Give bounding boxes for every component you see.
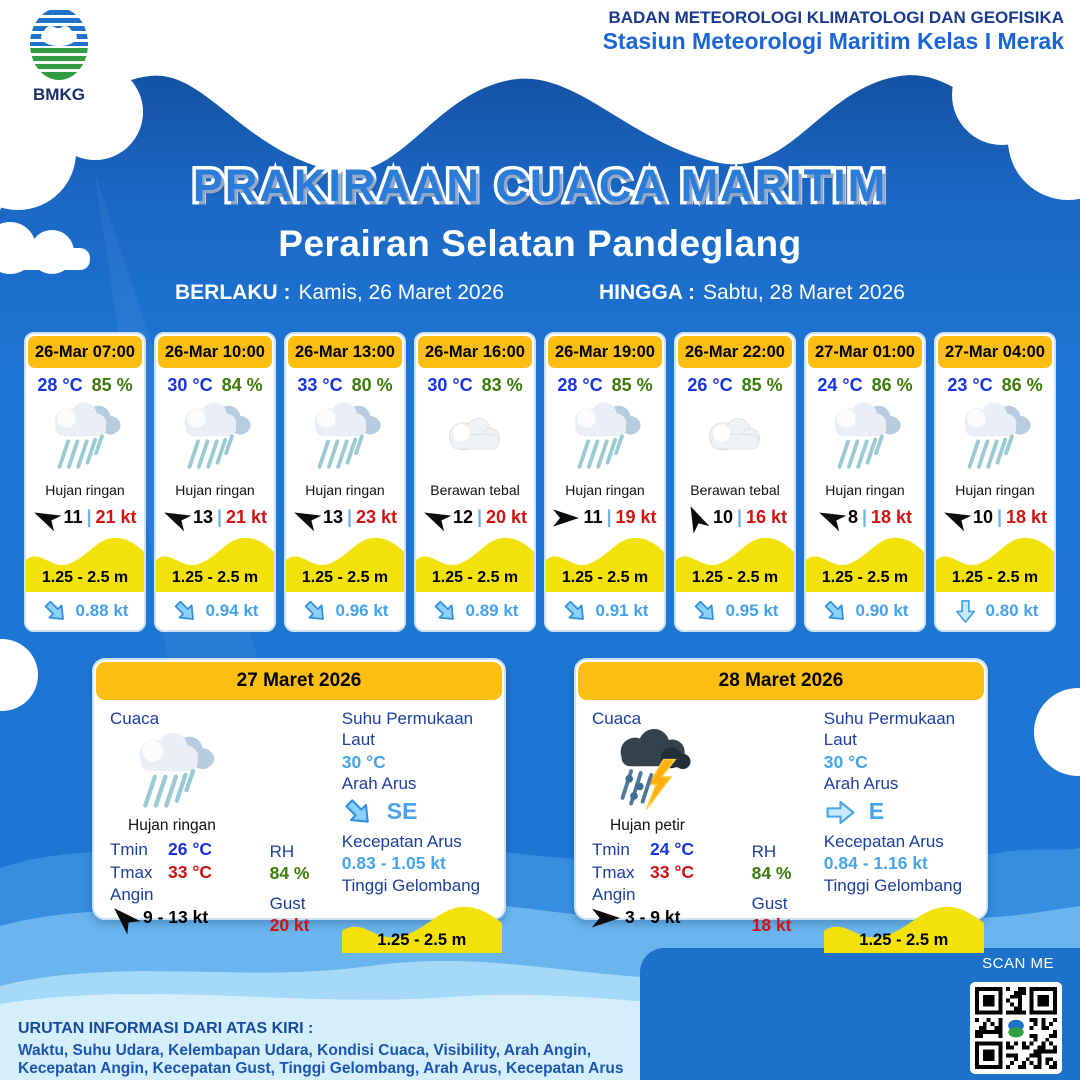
forecast-time: 26-Mar 19:00 [548, 336, 662, 368]
temp-humidity-row [676, 375, 794, 396]
sst-value: 30 °C [341, 751, 386, 772]
tmin-value: 26 °C [168, 839, 212, 860]
weather-description: Hujan ringan [45, 482, 125, 498]
bmkg-logo-text: BMKG [33, 85, 85, 104]
forecast-time: 27-Mar 04:00 [938, 336, 1052, 368]
current-row [156, 592, 274, 630]
daily-card-body [576, 702, 986, 959]
current-speed-value: 0.95 kt [725, 601, 779, 620]
humidity-gust-column [270, 708, 342, 953]
current-speed-value: 0.96 kt [335, 601, 389, 620]
wind-speed-high: 21 kt [226, 507, 268, 527]
current-speed-value: 0.83 - 1.05 kt [341, 852, 446, 873]
temp-humidity-row [806, 375, 924, 396]
current-row [676, 592, 794, 630]
temp-humidity-row [416, 375, 534, 396]
rh-label: RH [269, 842, 295, 861]
weather-description: Berawan tebal [430, 482, 520, 498]
current-row [286, 592, 404, 630]
sst-value: 30 °C [823, 751, 868, 772]
wind-row [806, 507, 924, 528]
relative-humidity: 85 % [611, 375, 653, 395]
wind-speed-low: 13 [322, 507, 343, 527]
wind-row [286, 507, 404, 528]
bmkg-logo [16, 4, 104, 108]
current-speed-value: 0.91 kt [595, 601, 649, 620]
wind-direction-icon [110, 907, 136, 927]
current-row [26, 592, 144, 630]
weather-icon [592, 729, 752, 817]
air-temperature: 24 °C [817, 375, 863, 395]
current-row [546, 592, 664, 630]
wind-row [110, 906, 270, 929]
wind-direction-icon [943, 508, 969, 528]
wind-label: Angin [592, 884, 636, 904]
sea-column [824, 708, 972, 953]
wind-direction-icon [423, 508, 449, 528]
wave-height-band [546, 530, 664, 592]
sst-label: Suhu Permukaan Laut [341, 709, 474, 750]
wind-direction-icon [33, 508, 59, 528]
daily-forecast-row [92, 658, 988, 949]
current-speed-label: Kecepatan Arus [341, 831, 462, 851]
wind-row [936, 507, 1054, 528]
wind-direction-icon [553, 508, 579, 528]
wind-speed-high: 21 kt [95, 507, 137, 527]
wind-speed-high: 18 kt [871, 507, 913, 527]
tmax-label: Tmax [110, 862, 153, 882]
footer-legend [18, 1020, 623, 1078]
current-direction-icon [302, 598, 329, 625]
forecast-time: 26-Mar 07:00 [28, 336, 142, 368]
daily-forecast-card [574, 658, 988, 949]
weather-description: Hujan ringan [565, 482, 645, 498]
temp-humidity-row [26, 375, 144, 396]
forecast-date: 28 Maret 2026 [578, 662, 984, 700]
current-speed-value: 0.84 - 1.16 kt [823, 852, 928, 873]
weather-icon [26, 399, 144, 479]
wave-height-value: 1.25 - 2.5 m [951, 569, 1039, 586]
wind-speed-high: 16 kt [746, 507, 788, 527]
wind-separator: | [86, 507, 92, 527]
weather-icon [546, 399, 664, 479]
wind-separator: | [476, 507, 483, 527]
wind-separator: | [861, 507, 868, 527]
current-direction-icon [692, 598, 719, 625]
hourly-forecast-card [414, 332, 536, 632]
current-direction-row [342, 796, 490, 829]
current-direction-icon [952, 598, 979, 625]
weather-column [592, 708, 752, 953]
wind-speed-low: 13 [192, 507, 213, 527]
wave-height-band [26, 530, 144, 592]
wind-separator: | [346, 507, 353, 527]
wind-speed-low: 11 [63, 507, 83, 527]
relative-humidity: 83 % [481, 375, 523, 395]
sst-label: Suhu Permukaan Laut [823, 709, 956, 750]
current-direction-row [824, 796, 972, 829]
wind-range-value: 9 - 13 kt [143, 907, 209, 927]
page-title: PRAKIRAAN CUACA MARITIM [192, 160, 888, 211]
wave-height-value: 1.25 - 2.5 m [561, 569, 649, 586]
wave-height-band [342, 899, 502, 953]
agency-name: BADAN METEOROLOGI KLIMATOLOGI DAN GEOFISIKA [608, 8, 1064, 27]
wind-speed-high: 19 kt [615, 507, 657, 527]
wind-direction-icon [818, 508, 844, 528]
weather-description: Hujan ringan [128, 817, 216, 835]
relative-humidity: 84 % [221, 375, 263, 395]
current-speed-value: 0.94 kt [205, 601, 259, 620]
current-direction-value: E [868, 798, 885, 825]
wind-speed-high: 18 kt [1006, 507, 1048, 527]
wave-height-band [824, 899, 984, 953]
wind-direction-icon [163, 508, 189, 528]
hourly-forecast-card [804, 332, 926, 632]
relative-humidity: 80 % [351, 375, 393, 395]
hourly-forecast-card [24, 332, 146, 632]
footer-heading: URUTAN INFORMASI DARI ATAS KIRI : [18, 1020, 314, 1037]
wind-row [26, 507, 144, 528]
temp-humidity-row [546, 375, 664, 396]
air-temperature: 28 °C [557, 375, 603, 395]
weather-icon [936, 399, 1054, 479]
tmax-label: Tmax [592, 862, 635, 882]
current-direction-icon [824, 796, 857, 829]
weather-description: Hujan ringan [825, 482, 905, 498]
wind-separator: | [606, 507, 612, 527]
wave-height-band [416, 530, 534, 592]
weather-icon [110, 729, 270, 817]
qr-code-pattern [975, 987, 1057, 1069]
air-temperature: 33 °C [297, 375, 343, 395]
current-speed-value: 0.88 kt [75, 601, 129, 620]
forecast-time: 26-Mar 16:00 [418, 336, 532, 368]
current-speed-value: 0.90 kt [855, 601, 909, 620]
validity-to [599, 281, 905, 305]
current-direction-icon [822, 598, 849, 625]
validity-to-date: Sabtu, 28 Maret 2026 [703, 281, 905, 304]
wave-height-value: 1.25 - 2.5 m [859, 930, 949, 949]
current-speed-value: 0.89 kt [465, 601, 519, 620]
current-speed-value: 0.80 kt [985, 601, 1039, 620]
relative-humidity: 86 % [871, 375, 913, 395]
wind-row [546, 507, 664, 528]
scan-me-label: SCAN ME [982, 955, 1054, 972]
hourly-forecast-card [154, 332, 276, 632]
validity-row [0, 281, 1080, 305]
current-row [416, 592, 534, 630]
weather-column [110, 708, 270, 953]
current-direction-value: SE [386, 798, 418, 825]
hourly-forecast-card [934, 332, 1056, 632]
wind-direction-icon [683, 508, 709, 528]
footer-line-1: Waktu, Suhu Udara, Kelembapan Udara, Kondisi Cuaca, Visibility, Arah Angin, [18, 1041, 592, 1059]
gust-label: Gust [751, 894, 788, 913]
tmin-value: 24 °C [650, 839, 694, 860]
wind-speed-low: 10 [712, 507, 733, 527]
current-speed-label: Kecepatan Arus [823, 831, 944, 851]
current-direction-label: Arah Arus [341, 774, 417, 794]
air-temperature: 23 °C [947, 375, 993, 395]
wind-separator: | [736, 507, 743, 527]
wave-height-label: Tinggi Gelombang [823, 875, 963, 895]
gust-label: Gust [269, 894, 306, 913]
tmin-label: Tmin [592, 840, 630, 859]
tmax-value: 33 °C [168, 862, 212, 882]
weather-icon [156, 399, 274, 479]
current-direction-icon [562, 598, 589, 625]
hourly-forecast-card [674, 332, 796, 632]
station-name: Stasiun Meteorologi Maritim Kelas I Merak [602, 27, 1064, 54]
wind-speed-low: 10 [972, 507, 993, 527]
wind-row [416, 507, 534, 528]
wind-speed-low: 8 [847, 507, 858, 527]
wave-height-band [156, 530, 274, 592]
wave-height-value: 1.25 - 2.5 m [41, 569, 129, 586]
relative-humidity: 86 % [1001, 375, 1043, 395]
air-temperature: 28 °C [37, 375, 83, 395]
wind-row [592, 906, 752, 929]
air-temperature: 30 °C [167, 375, 213, 395]
daily-card-body [94, 702, 504, 959]
current-row [936, 592, 1054, 630]
weather-description: Hujan petir [610, 817, 685, 835]
weather-icon [806, 399, 924, 479]
wind-direction-icon [293, 508, 319, 528]
relative-humidity: 85 % [741, 375, 783, 395]
tmax-value: 33 °C [650, 862, 694, 882]
sea-column [342, 708, 490, 953]
humidity-gust-column [752, 708, 824, 953]
wave-height-band [286, 530, 404, 592]
wind-speed-high: 20 kt [486, 507, 528, 527]
hourly-forecast-row [24, 332, 1056, 632]
wave-height-band [676, 530, 794, 592]
temp-humidity-row [936, 375, 1054, 396]
weather-label: Cuaca [110, 709, 160, 728]
rh-label: RH [751, 842, 777, 861]
hourly-forecast-card [284, 332, 406, 632]
wind-row [676, 507, 794, 528]
daily-forecast-card [92, 658, 506, 949]
wave-height-value: 1.25 - 2.5 m [691, 569, 779, 586]
wave-height-value: 1.25 - 2.5 m [431, 569, 519, 586]
weather-icon [676, 399, 794, 479]
wind-speed-low: 12 [452, 507, 473, 527]
current-direction-icon [42, 598, 69, 625]
wave-height-value: 1.25 - 2.5 m [377, 930, 467, 949]
wind-separator: | [996, 507, 1003, 527]
wave-height-band [806, 530, 924, 592]
current-row [806, 592, 924, 630]
agency-header [603, 8, 1064, 54]
weather-description: Hujan ringan [305, 482, 385, 498]
weather-icon [286, 399, 404, 479]
forecast-time: 26-Mar 10:00 [158, 336, 272, 368]
wave-height-value: 1.25 - 2.5 m [821, 569, 909, 586]
wind-label: Angin [110, 884, 154, 904]
wind-direction-icon [592, 907, 618, 927]
area-name: Perairan Selatan Pandeglang [278, 223, 802, 264]
qr-code [970, 982, 1062, 1074]
gust-value: 20 kt [269, 915, 310, 936]
wave-height-band [936, 530, 1054, 592]
forecast-time: 27-Mar 01:00 [808, 336, 922, 368]
wind-row [156, 507, 274, 528]
wind-speed-high: 23 kt [356, 507, 398, 527]
temp-humidity-row [156, 375, 274, 396]
weather-icon [416, 399, 534, 479]
forecast-date: 27 Maret 2026 [96, 662, 502, 700]
hourly-forecast-card [544, 332, 666, 632]
current-direction-icon [172, 598, 199, 625]
wave-height-value: 1.25 - 2.5 m [171, 569, 259, 586]
forecast-time: 26-Mar 22:00 [678, 336, 792, 368]
forecast-time: 26-Mar 13:00 [288, 336, 402, 368]
current-direction-icon [432, 598, 459, 625]
current-direction-icon [342, 796, 375, 829]
weather-description: Berawan tebal [690, 482, 780, 498]
gust-value: 18 kt [751, 915, 792, 936]
rh-value: 84 % [751, 863, 792, 884]
validity-from [175, 281, 504, 305]
rh-value: 84 % [269, 863, 310, 884]
footer-line-2: Kecepatan Angin, Kecepatan Gust, Tinggi Gelombang, Arah Arus, Kecepatan Arus [18, 1060, 624, 1078]
relative-humidity: 85 % [91, 375, 133, 395]
wind-range-value: 3 - 9 kt [625, 907, 681, 927]
weather-label: Cuaca [592, 709, 642, 728]
tmin-label: Tmin [110, 840, 148, 859]
weather-description: Hujan ringan [175, 482, 255, 498]
air-temperature: 30 °C [427, 375, 473, 395]
current-direction-label: Arah Arus [823, 774, 899, 794]
wind-speed-low: 11 [583, 507, 603, 527]
wave-height-value: 1.25 - 2.5 m [301, 569, 389, 586]
weather-description: Hujan ringan [955, 482, 1035, 498]
wind-separator: | [216, 507, 223, 527]
validity-from-label: BERLAKU : [175, 281, 291, 304]
temp-humidity-row [286, 375, 404, 396]
air-temperature: 26 °C [687, 375, 733, 395]
validity-from-date: Kamis, 26 Maret 2026 [298, 281, 504, 304]
validity-to-label: HINGGA : [598, 281, 695, 304]
wave-height-label: Tinggi Gelombang [341, 875, 481, 895]
